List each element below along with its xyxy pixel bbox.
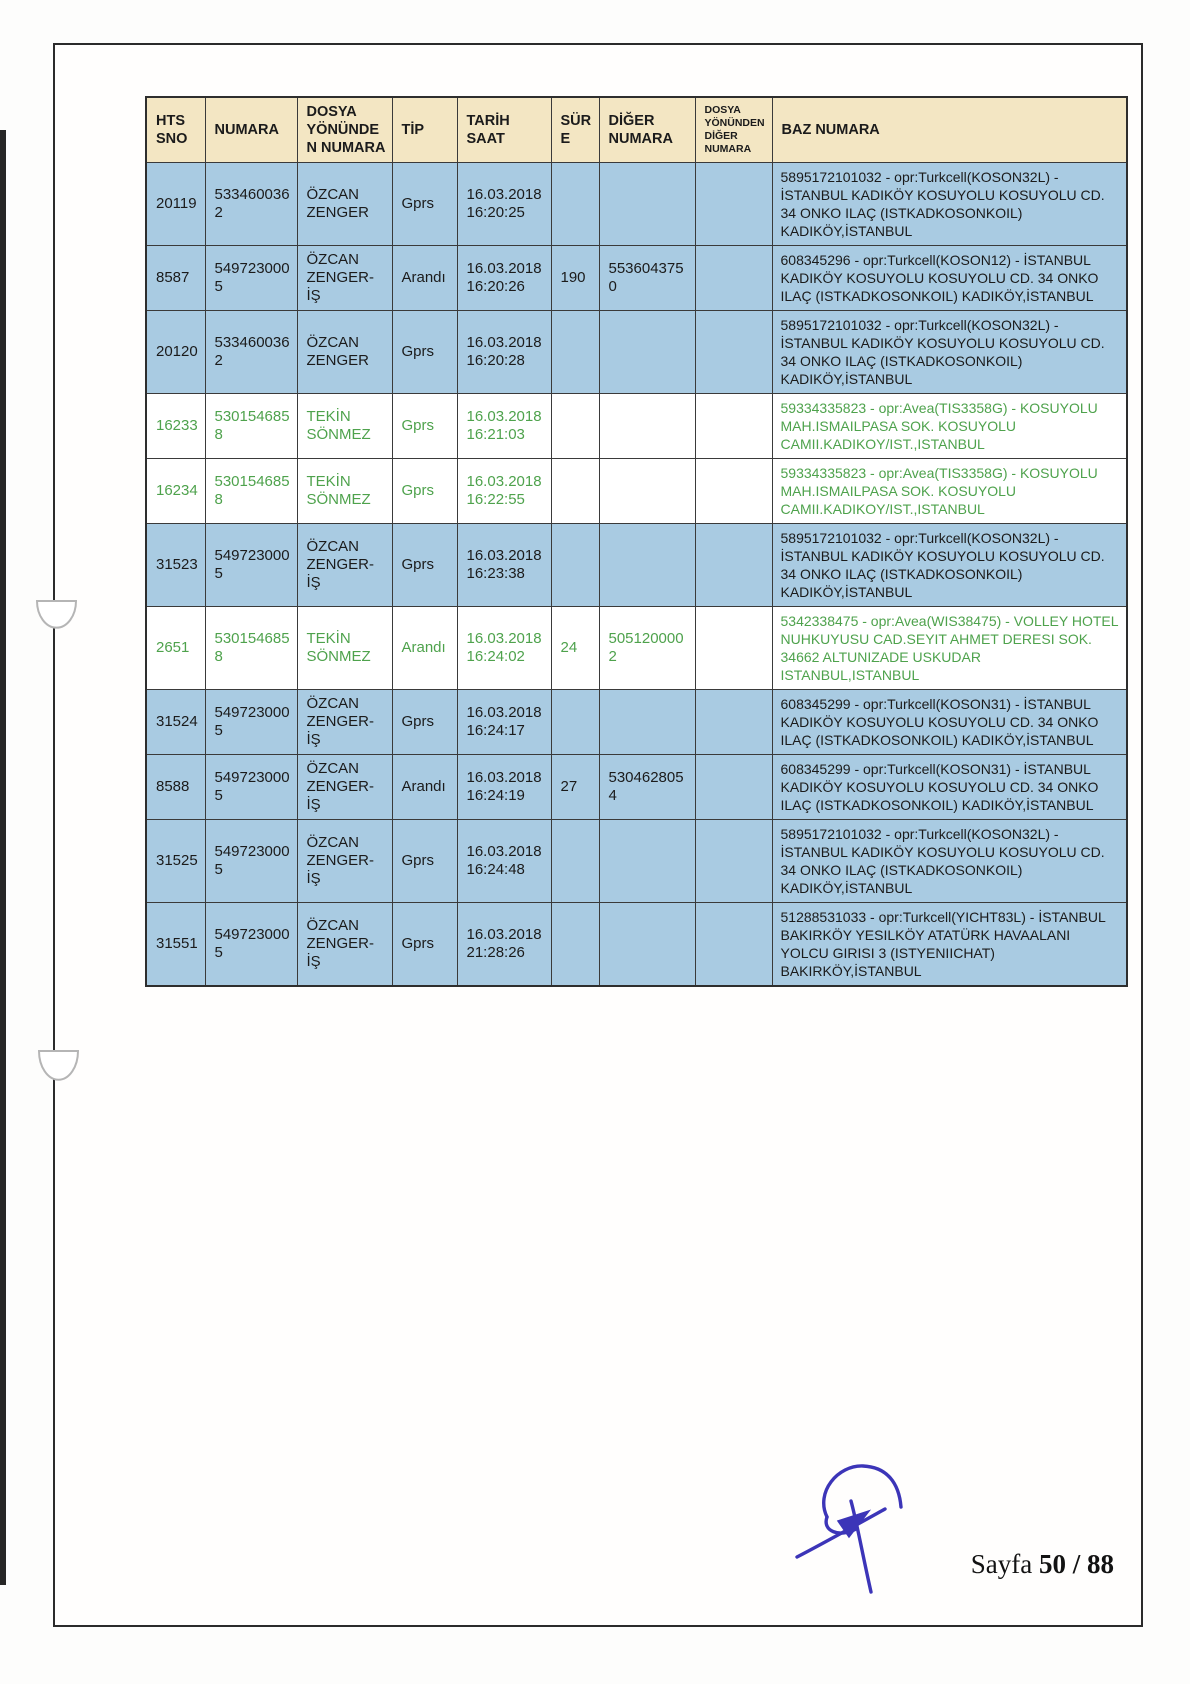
column-header-hts-sno: HTS SNO (146, 97, 205, 163)
cell-diger (599, 524, 695, 607)
cell-sure: 24 (551, 607, 599, 690)
cell-sure (551, 394, 599, 459)
cell-dosya_diger (695, 311, 772, 394)
table-body (146, 163, 1127, 987)
cell-sno: 31551 (146, 903, 205, 987)
table-row (146, 163, 1127, 246)
cell-dosya_numara: TEKİN SÖNMEZ (297, 607, 392, 690)
cell-tip: Gprs (392, 524, 457, 607)
cell-tip: Arandı (392, 755, 457, 820)
cell-tarih: 16.03.2018 16:20:25 (457, 163, 551, 246)
cell-tip: Gprs (392, 311, 457, 394)
cell-tarih: 16.03.2018 16:24:19 (457, 755, 551, 820)
table-row (146, 755, 1127, 820)
cell-tarih: 16.03.2018 16:21:03 (457, 394, 551, 459)
cell-dosya_diger (695, 163, 772, 246)
table-row (146, 246, 1127, 311)
page-number-label: Sayfa (970, 1549, 1033, 1579)
cell-dosya_numara: ÖZCAN ZENGER-İŞ (297, 820, 392, 903)
cell-baz: 59334335823 - opr:Avea(TIS3358G) - KOSUYOLU MAH.ISMAILPASA SOK. KOSUYOLU CAMII.KADIKOY/IST.,ISTANBUL (772, 459, 1127, 524)
cell-dosya_numara: ÖZCAN ZENGER-İŞ (297, 690, 392, 755)
table-row (146, 690, 1127, 755)
cell-dosya_diger (695, 394, 772, 459)
cell-tarih: 16.03.2018 16:24:17 (457, 690, 551, 755)
column-header-tip: TİP (392, 97, 457, 163)
cell-sure (551, 690, 599, 755)
cell-tarih: 16.03.2018 16:23:38 (457, 524, 551, 607)
scanner-edge-artifact (0, 130, 6, 1585)
cell-tip: Gprs (392, 820, 457, 903)
cell-sure (551, 820, 599, 903)
column-header-sure: SÜRE (551, 97, 599, 163)
column-header-diger-numara: DİĞER NUMARA (599, 97, 695, 163)
cell-sure: 190 (551, 246, 599, 311)
cell-diger: 5304628054 (599, 755, 695, 820)
cell-sno: 31524 (146, 690, 205, 755)
cell-dosya_numara: ÖZCAN ZENGER-İŞ (297, 755, 392, 820)
cell-sure (551, 163, 599, 246)
cell-numara: 5334600362 (205, 163, 297, 246)
cell-sno: 16233 (146, 394, 205, 459)
cell-baz: 5895172101032 - opr:Turkcell(KOSON32L) - İSTANBUL KADIKÖY KOSUYOLU KOSUYOLU CD. 34 ONKO ILAÇ (ISTKADKOSONKOIL) KADIKÖY,İSTANBUL (772, 820, 1127, 903)
cell-baz: 5895172101032 - opr:Turkcell(KOSON32L) - İSTANBUL KADIKÖY KOSUYOLU KOSUYOLU CD. 34 ONKO ILAÇ (ISTKADKOSONKOIL) KADIKÖY,İSTANBUL (772, 311, 1127, 394)
cell-numara: 5497230005 (205, 903, 297, 987)
cell-tip: Gprs (392, 163, 457, 246)
cell-numara: 5497230005 (205, 246, 297, 311)
cell-diger: 5051200002 (599, 607, 695, 690)
cell-sure (551, 459, 599, 524)
cell-dosya_diger (695, 690, 772, 755)
cell-sure (551, 524, 599, 607)
cell-sure (551, 311, 599, 394)
cell-sno: 31525 (146, 820, 205, 903)
cell-baz: 51288531033 - opr:Turkcell(YICHT83L) - İSTANBUL BAKIRKÖY YESILKÖY ATATÜRK HAVAALANI YOLCU GIRISI 3 (ISTYENIICHAT) BAKIRKÖY,İSTANBUL (772, 903, 1127, 987)
cell-baz: 5895172101032 - opr:Turkcell(KOSON32L) - İSTANBUL KADIKÖY KOSUYOLU KOSUYOLU CD. 34 ONKO ILAÇ (ISTKADKOSONKOIL) KADIKÖY,İSTANBUL (772, 163, 1127, 246)
table-row (146, 311, 1127, 394)
page-number (971, 1549, 1114, 1580)
cell-dosya_diger (695, 246, 772, 311)
column-header-tarih-saat: TARİH SAAT (457, 97, 551, 163)
hts-records-table (145, 96, 1128, 987)
column-header-dosya-yonunden-diger-numara: DOSYA YÖNÜNDEN DİĞER NUMARA (695, 97, 772, 163)
cell-tarih: 16.03.2018 16:24:02 (457, 607, 551, 690)
cell-diger: 5536043750 (599, 246, 695, 311)
header-row (146, 97, 1127, 163)
cell-tip: Gprs (392, 903, 457, 987)
cell-diger (599, 690, 695, 755)
cell-tip: Arandı (392, 246, 457, 311)
cell-dosya_numara: ÖZCAN ZENGER (297, 311, 392, 394)
cell-sno: 8588 (146, 755, 205, 820)
cell-dosya_numara: ÖZCAN ZENGER-İŞ (297, 903, 392, 987)
cell-tarih: 16.03.2018 16:24:48 (457, 820, 551, 903)
cell-baz: 5342338475 - opr:Avea(WIS38475) - VOLLEY HOTEL NUHKUYUSU CAD.SEYIT AHMET DERESI SOK. 34662 ALTUNIZADE USKUDAR ISTANBUL,ISTANBUL (772, 607, 1127, 690)
cell-dosya_numara: ÖZCAN ZENGER-İŞ (297, 246, 392, 311)
cell-tarih: 16.03.2018 16:22:55 (457, 459, 551, 524)
cell-dosya_numara: ÖZCAN ZENGER-İŞ (297, 524, 392, 607)
cell-baz: 59334335823 - opr:Avea(TIS3358G) - KOSUYOLU MAH.ISMAILPASA SOK. KOSUYOLU CAMII.KADIKOY/IST.,ISTANBUL (772, 394, 1127, 459)
cell-baz: 5895172101032 - opr:Turkcell(KOSON32L) - İSTANBUL KADIKÖY KOSUYOLU KOSUYOLU CD. 34 ONKO ILAÇ (ISTKADKOSONKOIL) KADIKÖY,İSTANBUL (772, 524, 1127, 607)
cell-diger (599, 903, 695, 987)
cell-numara: 5497230005 (205, 820, 297, 903)
cell-sno: 31523 (146, 524, 205, 607)
cell-numara: 5334600362 (205, 311, 297, 394)
cell-sno: 2651 (146, 607, 205, 690)
cell-tip: Gprs (392, 394, 457, 459)
cell-dosya_numara: ÖZCAN ZENGER (297, 163, 392, 246)
table-row (146, 524, 1127, 607)
cell-numara: 5301546858 (205, 394, 297, 459)
cell-baz: 608345299 - opr:Turkcell(KOSON31) - İSTANBUL KADIKÖY KOSUYOLU KOSUYOLU CD. 34 ONKO ILAÇ (ISTKADKOSONKOIL) KADIKÖY,İSTANBUL (772, 690, 1127, 755)
cell-diger (599, 459, 695, 524)
cell-dosya_diger (695, 903, 772, 987)
cell-numara: 5497230005 (205, 755, 297, 820)
cell-numara: 5497230005 (205, 690, 297, 755)
cell-dosya_diger (695, 820, 772, 903)
cell-tarih: 16.03.2018 16:20:26 (457, 246, 551, 311)
cell-baz: 608345296 - opr:Turkcell(KOSON12) - İSTANBUL KADIKÖY KOSUYOLU KOSUYOLU CD. 34 ONKO ILAÇ (ISTKADKOSONKOIL) KADIKÖY,İSTANBUL (772, 246, 1127, 311)
column-header-numara: NUMARA (205, 97, 297, 163)
cell-sno: 8587 (146, 246, 205, 311)
cell-dosya_diger (695, 524, 772, 607)
cell-sno: 20119 (146, 163, 205, 246)
table-row (146, 459, 1127, 524)
page-number-value: 50 / 88 (1038, 1549, 1114, 1579)
cell-baz: 608345299 - opr:Turkcell(KOSON31) - İSTANBUL KADIKÖY KOSUYOLU KOSUYOLU CD. 34 ONKO ILAÇ (ISTKADKOSONKOIL) KADIKÖY,İSTANBUL (772, 755, 1127, 820)
cell-dosya_diger (695, 755, 772, 820)
cell-tarih: 16.03.2018 16:20:28 (457, 311, 551, 394)
cell-tip: Gprs (392, 690, 457, 755)
column-header-baz-numara: BAZ NUMARA (772, 97, 1127, 163)
cell-diger (599, 394, 695, 459)
cell-diger (599, 163, 695, 246)
table-row (146, 903, 1127, 987)
cell-tip: Arandı (392, 607, 457, 690)
cell-numara: 5301546858 (205, 459, 297, 524)
table-row (146, 820, 1127, 903)
cell-tarih: 16.03.2018 21:28:26 (457, 903, 551, 987)
cell-dosya_diger (695, 607, 772, 690)
table-row (146, 394, 1127, 459)
column-header-dosya-yonunden-numara: DOSYA YÖNÜNDEN NUMARA (297, 97, 392, 163)
cell-diger (599, 820, 695, 903)
cell-dosya_numara: TEKİN SÖNMEZ (297, 394, 392, 459)
cell-sure: 27 (551, 755, 599, 820)
cell-sno: 20120 (146, 311, 205, 394)
cell-sno: 16234 (146, 459, 205, 524)
cell-dosya_numara: TEKİN SÖNMEZ (297, 459, 392, 524)
table-header (146, 97, 1127, 163)
cell-sure (551, 903, 599, 987)
cell-diger (599, 311, 695, 394)
cell-numara: 5497230005 (205, 524, 297, 607)
cell-tip: Gprs (392, 459, 457, 524)
table-row (146, 607, 1127, 690)
cell-numara: 5301546858 (205, 607, 297, 690)
cell-dosya_diger (695, 459, 772, 524)
